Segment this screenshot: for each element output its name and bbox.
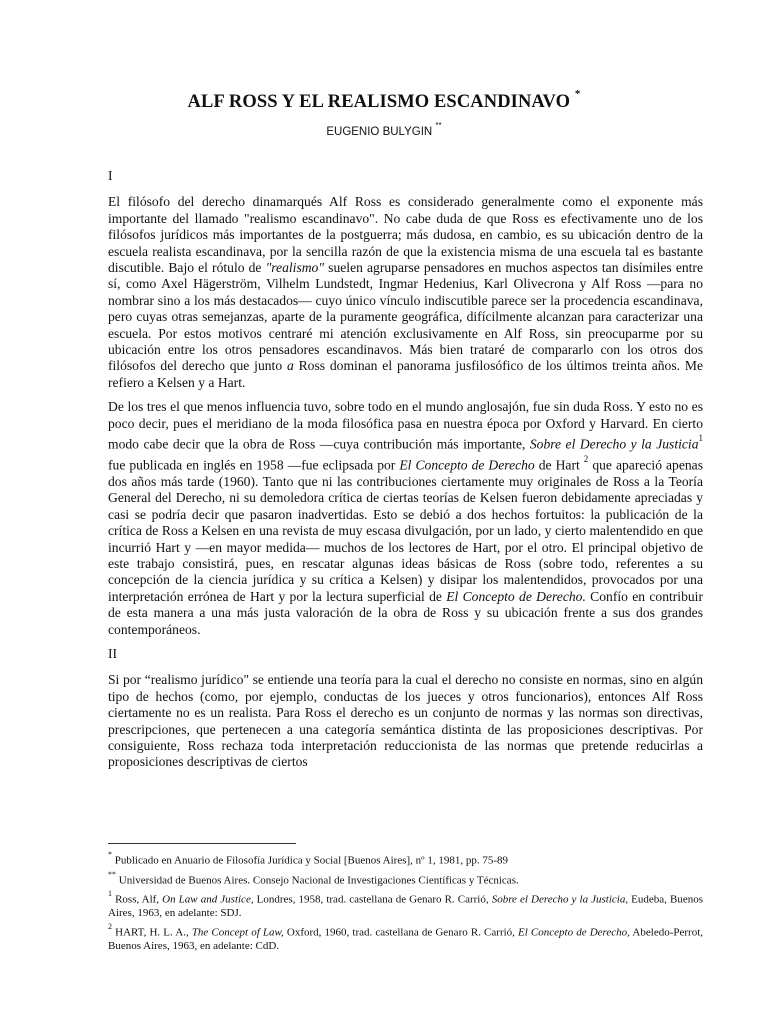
footnote-4-c: Oxford, 1960, trad. castellana de Genaro R. Carrió, bbox=[283, 926, 519, 939]
footnote-4 bbox=[108, 922, 703, 953]
paragraph-1-e: Ross dominan el panorama jusfilosófico de los últimos treinta años. Me refiero a Kelsen y a Hart. bbox=[108, 358, 703, 390]
paragraph-3: Si por “realismo jurídico" se entiende una teoría para la cual el derecho no consiste en normas, sino en algún tipo de hechos (como, por ejemplo, conductas de los jueces y otros funcionarios), entonces Alf Ross ciertamente no es un realista. Para Ross el derecho es un conjunto de normas y las normas son directivas, prescripciones, que pertenecen a una categoría semántica distinta de las proposiciones descriptivas. Por consiguiente, Ross rechaza toda interpretación reduccionista de las normas que pretende reducirlas a proposiciones descriptivas de ciertos bbox=[108, 672, 703, 770]
footnote-3-mark: 1 bbox=[108, 889, 112, 899]
paragraph-1-a: El filósofo del derecho dinamarqués Alf Ross es considerado generalmente como el exponente más importante del llamado "realismo escandinavo". No cabe duda de que Ross es efectivamente uno de los filósofos jurídicos más importantes de la postguerra; más dudosa, en cambio, es su ubicación dentro de la escuela realista escandinava, por la sencilla razón de que la existencia misma de una escuela tal es bastante discutible. Bajo el rótulo de bbox=[108, 194, 703, 276]
footnote-3 bbox=[108, 889, 703, 920]
footnote-2-text: Universidad de Buenos Aires. Consejo Nacional de Investigaciones Científicas y Técnicas. bbox=[116, 874, 519, 887]
paragraph-2-italic-book-hart-2: El Concepto de Derecho. bbox=[446, 588, 586, 604]
footnotes bbox=[108, 850, 703, 955]
author-line bbox=[0, 123, 768, 138]
author-name: EUGENIO BULYGIN bbox=[326, 125, 433, 138]
footnote-1-text: Publicado en Anuario de Filosofía Jurídica y Social [Buenos Aires], nº 1, 1981, pp. 75-89 bbox=[112, 854, 508, 867]
footnote-4-italic-translation: El Concepto de Derecho, bbox=[518, 926, 630, 939]
paragraph-2-h: Confío en contribuir de esta manera a una más justa valoración de la obra de Ross y su ubicación frente a sus dos grandes contemporáneos. bbox=[108, 588, 703, 637]
footnote-3-c: Londres, 1958, trad. castellana de Genaro R. Carrió, bbox=[253, 893, 492, 906]
footnote-4-e: Abeledo-Perrot, Buenos Aires, 1963, en adelante: CdD. bbox=[108, 926, 703, 952]
paragraph-2-e: de Hart bbox=[534, 457, 584, 473]
footnote-3-italic-translation: Sobre el Derecho y la Justicia, bbox=[491, 893, 629, 906]
paragraph-2 bbox=[108, 399, 703, 638]
footnote-3-italic-title: On Law and Justice, bbox=[162, 893, 254, 906]
paragraph-2-a: De los tres el que menos influencia tuvo, sobre todo en el mundo anglosajón, fue sin duda Ross. Y esto no es poco decir, pues el meridiano de la moda filosófica pasa en nuestra época por Oxford y Harvard. En cierto modo cabe decir que la obra de Ross —cuya contribución más importante, bbox=[108, 399, 703, 452]
paragraph-1-italic-a: a bbox=[286, 358, 294, 374]
footnote-ref-2[interactable]: 2 bbox=[583, 454, 589, 465]
title-text: ALF ROSS Y EL REALISMO ESCANDINAVO bbox=[187, 92, 571, 113]
footnote-4-a: HART, H. L. A., bbox=[112, 926, 192, 939]
paragraph-2-f: que apareció apenas dos años más tarde (1960). Tanto que ni las contribuciones ciertamente muy originales de Ross a la Teoría General del Derecho, ni su demoledora crítica de ciertas teorías de Kelsen fueron debidamente apreciadas y casi se podría decir que pasaron inadvertidas. Esto se debió a dos hechos fortuitos: la publicación de la crítica de Ross a Kelsen en una revista de muy escasa divulgación, por un lado, y cierto malentendido en que incurrió Hart y —en mayor medida— muchos de los lectores de Hart, por el otro. El principal objetivo de este trabajo consistirá, pues, en rescatar algunas ideas básicas de Ross (sobre todo, referentes a su concepción de la ciencia jurídica y su crítica a Kelsen) y disipar los malentendidos, provocados por una interpretación errónea de Hart y por la lectura superficial de bbox=[108, 457, 704, 604]
footnote-ref-1[interactable]: 1 bbox=[698, 433, 703, 444]
footnote-3-e: Eudeba, Buenos Aires, 1963, en adelante: SDJ. bbox=[108, 893, 703, 919]
footnote-3-a: Ross, Alf, bbox=[112, 893, 163, 906]
footnote-1-mark: * bbox=[108, 850, 112, 859]
paragraph-1 bbox=[108, 194, 703, 391]
section-heading-2: II bbox=[108, 646, 118, 662]
paragraph-2-italic-book-hart: El Concepto de Derecho bbox=[399, 457, 535, 473]
footnote-2-mark: ** bbox=[108, 869, 116, 879]
author-footnote-mark: ** bbox=[435, 121, 442, 130]
footnote-4-mark: 2 bbox=[108, 921, 112, 931]
body-text bbox=[108, 168, 703, 779]
footnote-4-italic-title: The Concept of Law, bbox=[191, 926, 284, 939]
paragraph-1-italic-realismo: "realismo" bbox=[265, 260, 325, 276]
footnote-divider bbox=[108, 843, 296, 844]
section-heading-1: I bbox=[108, 168, 113, 183]
footnote-2 bbox=[108, 870, 703, 888]
title-footnote-mark: * bbox=[574, 88, 581, 100]
paper-title bbox=[0, 88, 768, 113]
paragraph-2-italic-book-ross: Sobre el Derecho y la Justicia bbox=[529, 436, 699, 452]
paragraph-1-c: suelen agruparse pensadores en muchos aspectos tan disímiles entre sí, como Axel Hägerström, Vilhelm Lundstedt, Ingmar Hedenius, Karl Olivecrona y Alf Ross —para no nombrar sino a los más destacados— cuyo único vínculo indiscutible parece ser la procedencia escandinava, pero cuyas otras semejanzas, aparte de la puramente geográfica, difícilmente alcanzan para caracterizar una escuela. Por estos motivos centraré mi atención exclusivamente en Alf Ross, sin preocuparme por su ubicación entre los otros pensadores escandinavos. Más bien trataré de compararlo con los otros dos filósofos del derecho que junto bbox=[108, 260, 703, 374]
footnote-1 bbox=[108, 850, 703, 868]
paragraph-2-c: fue publicada en inglés en 1958 —fue eclipsada por bbox=[108, 457, 400, 473]
